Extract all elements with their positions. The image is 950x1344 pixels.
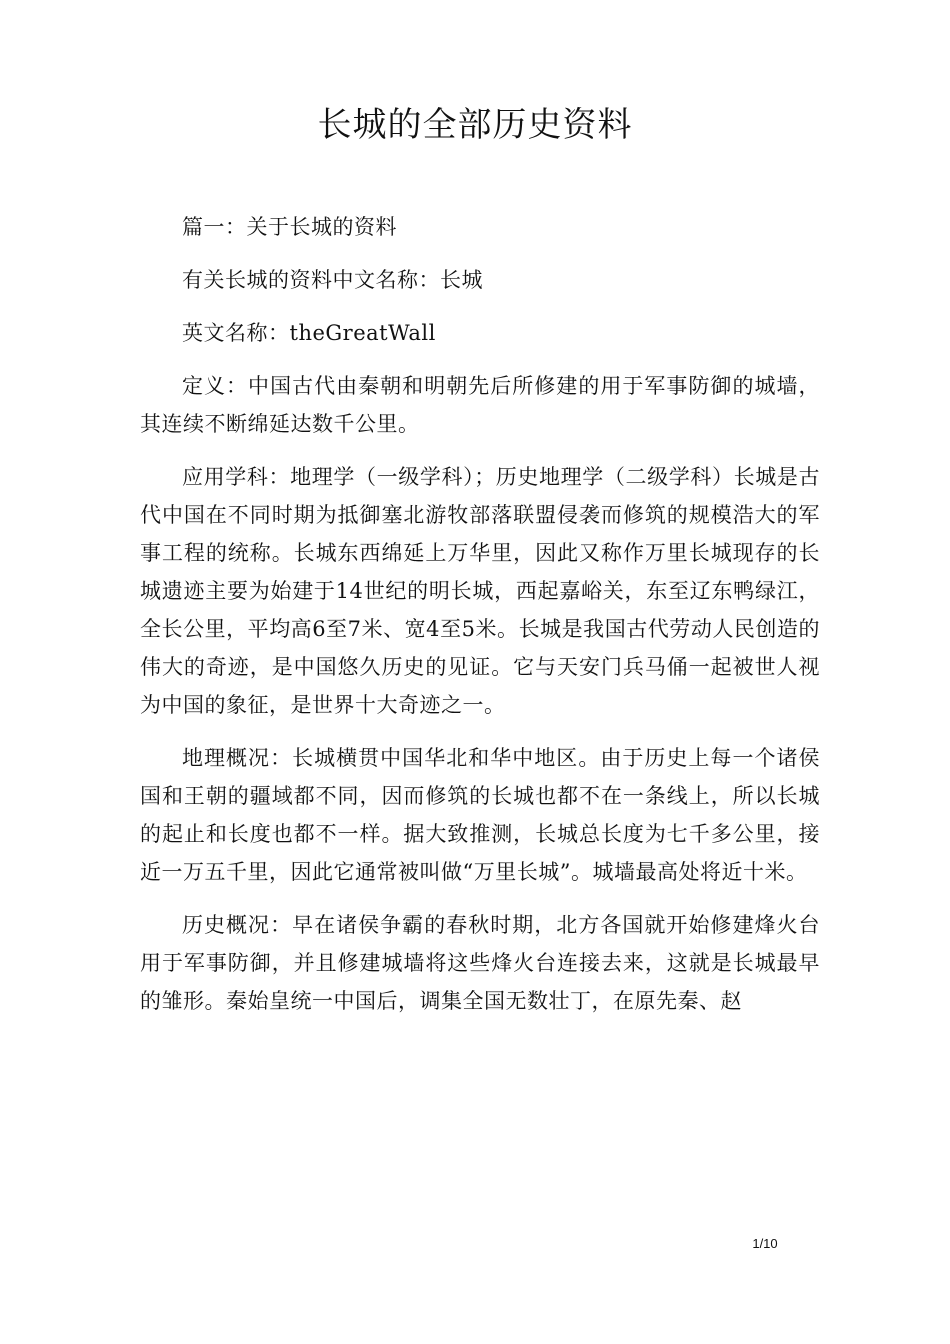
document-title: 长城的全部历史资料 [317,105,633,145]
paragraph-definition: 定义：中国古代由秦朝和明朝先后所修建的用于军事防御的城墙，其连续不断绵延达数千公里。 [140,374,820,436]
document-body [140,208,820,1020]
paragraph-geography: 地理概况：长城横贯中国华北和华中地区。由于历史上每一个诸侯国和王朝的疆域都不同，因而修筑的长城也都不在一条线上，所以长城的起止和长度也都不一样。据大致推测，长城总长度为七千多公里，接近一万五千里，因此它通常被叫做“万里长城”。城墙最高处将近十米。 [140,746,820,884]
paragraph-english-name: 英文名称：theGreatWall [182,321,436,345]
page-number: 1/10 [752,1236,778,1251]
paragraph-section-heading: 篇一：关于长城的资料 [182,215,397,239]
paragraph-chinese-name: 有关长城的资料中文名称：长城 [182,268,483,292]
paragraph-history: 历史概况：早在诸侯争霸的春秋时期，北方各国就开始修建烽火台用于军事防御，并且修建城墙将这些烽火台连接去来，这就是长城最早的雏形。秦始皇统一中国后，调集全国无数壮丁，在原先秦、赵 [140,913,820,1013]
paragraph-applied-discipline: 应用学科：地理学（一级学科）；历史地理学（二级学科）长城是古代中国在不同时期为抵御塞北游牧部落联盟侵袭而修筑的规模浩大的军事工程的统称。长城东西绵延上万华里，因此又称作万里长城现存的长城遗迹主要为始建于14世纪的明长城，西起嘉峪关，东至辽东鸭绿江，全长公里，平均高6至7米、宽4至5米。长城是我国古代劳动人民创造的伟大的奇迹，是中国悠久历史的见证。它与天安门兵马俑一起被世人视为中国的象征，是世界十大奇迹之一。 [140,465,820,717]
